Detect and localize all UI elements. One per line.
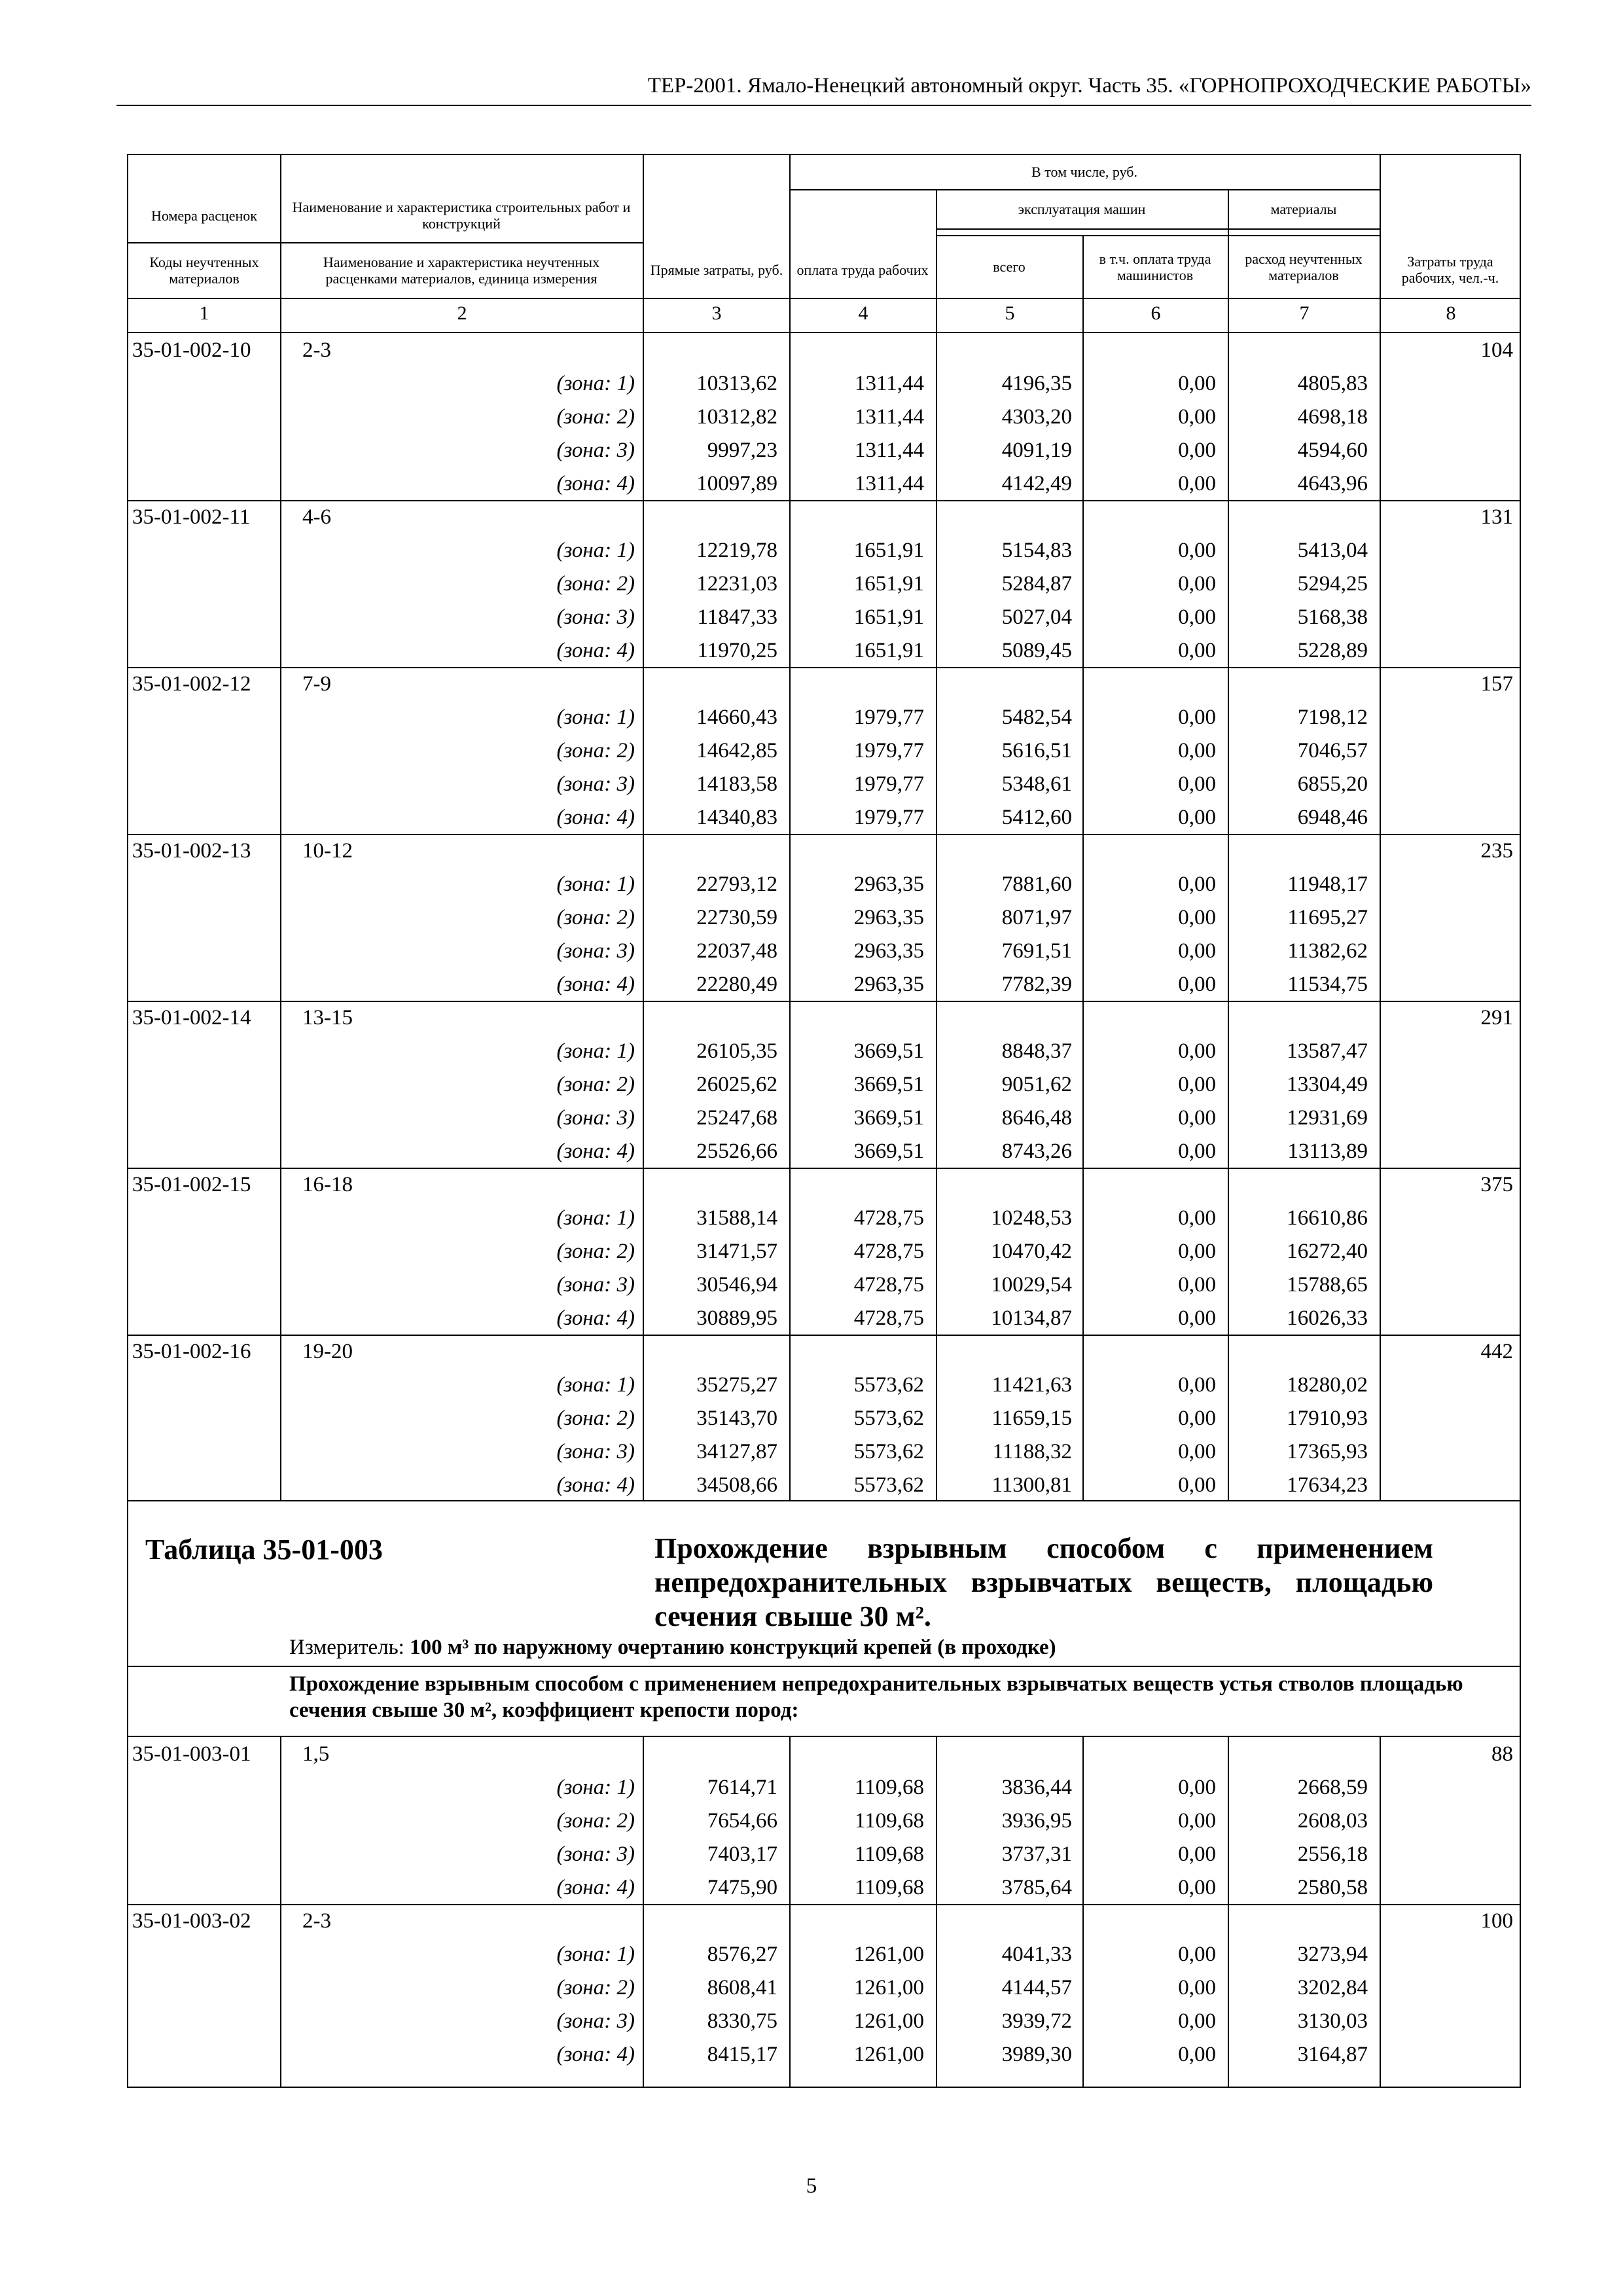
rate-name: 13-15 xyxy=(302,1006,353,1030)
direct-cost-cell: 11970,25 xyxy=(697,639,777,662)
zone-label: (зона: 4) xyxy=(556,1473,635,1497)
machine-total-cell: 4303,20 xyxy=(1001,405,1072,429)
col1-header-bottom: Коды неучтенных материалов xyxy=(149,254,259,287)
zone-label: (зона: 3) xyxy=(556,1273,635,1297)
machine-total-cell: 8743,26 xyxy=(1001,1139,1072,1163)
labor-cost: 291 xyxy=(1480,1006,1513,1030)
column-number: 2 xyxy=(457,302,467,324)
worker-pay-cell: 5573,62 xyxy=(853,1473,924,1497)
machine-total-cell: 7782,39 xyxy=(1001,973,1072,996)
direct-cost-cell: 22730,59 xyxy=(696,906,777,929)
direct-cost-cell: 26105,35 xyxy=(696,1039,777,1063)
operator-pay-cell: 0,00 xyxy=(1178,2009,1216,2033)
worker-pay-cell: 4728,75 xyxy=(853,1306,924,1330)
worker-pay-cell: 1311,44 xyxy=(854,439,924,462)
direct-cost-cell: 14660,43 xyxy=(696,706,777,729)
labor-cost: 100 xyxy=(1480,1909,1513,1933)
rate-name: 2-3 xyxy=(302,338,331,362)
direct-cost-cell: 22037,48 xyxy=(696,939,777,963)
labor-cost: 442 xyxy=(1480,1340,1513,1363)
direct-cost-cell: 10097,89 xyxy=(696,472,777,495)
materials-cost-cell: 4594,60 xyxy=(1297,439,1368,462)
rate-code: 35-01-002-10 xyxy=(132,338,251,362)
column-number: 6 xyxy=(1150,302,1161,324)
machine-total-cell: 3989,30 xyxy=(1001,2043,1072,2066)
page-number: 5 xyxy=(806,2174,817,2198)
operator-pay-cell: 0,00 xyxy=(1178,1473,1216,1497)
machine-total-cell: 5284,87 xyxy=(1001,572,1072,596)
zone-label: (зона: 2) xyxy=(556,405,635,429)
worker-pay-cell: 1651,91 xyxy=(853,539,924,562)
direct-cost-cell: 31471,57 xyxy=(696,1240,777,1263)
materials-cost-cell: 13113,89 xyxy=(1287,1139,1368,1163)
direct-cost-cell: 11847,33 xyxy=(697,605,777,629)
operator-pay-cell: 0,00 xyxy=(1178,973,1216,996)
group-including-header: В том числе, руб. xyxy=(1031,163,1137,180)
operator-pay-cell: 0,00 xyxy=(1178,1139,1216,1163)
materials-cost-cell: 16272,40 xyxy=(1287,1240,1368,1263)
machine-total-cell: 11421,63 xyxy=(991,1373,1072,1397)
col6-header: в т.ч. оплата труда машинистов xyxy=(1099,250,1211,283)
worker-pay-cell: 1311,44 xyxy=(854,372,924,395)
section-separator xyxy=(127,1736,1521,1737)
direct-cost-cell: 10312,82 xyxy=(696,405,777,429)
direct-cost-cell: 8330,75 xyxy=(707,2009,777,2033)
operator-pay-cell: 0,00 xyxy=(1178,1240,1216,1263)
operator-pay-cell: 0,00 xyxy=(1178,1373,1216,1397)
col1-header-top: Номера расценок xyxy=(151,207,257,224)
materials-cost-cell: 3164,87 xyxy=(1297,2043,1368,2066)
machine-total-cell: 10470,42 xyxy=(991,1240,1072,1263)
direct-cost-cell: 34508,66 xyxy=(696,1473,777,1497)
column-number: 4 xyxy=(858,302,868,324)
direct-cost-cell: 8415,17 xyxy=(707,2043,777,2066)
zone-label: (зона: 3) xyxy=(556,939,635,963)
zone-label: (зона: 2) xyxy=(556,906,635,929)
materials-cost-cell: 6948,46 xyxy=(1297,806,1368,829)
group-materials-header: материалы xyxy=(1270,200,1337,217)
rate-code: 35-01-002-15 xyxy=(132,1173,251,1196)
body-col-line xyxy=(1228,1736,1229,2088)
group-separator xyxy=(127,1904,1521,1905)
direct-cost-cell: 7475,90 xyxy=(707,1876,777,1899)
operator-pay-cell: 0,00 xyxy=(1178,1842,1216,1866)
body-col-line xyxy=(280,332,281,1500)
zone-label: (зона: 2) xyxy=(556,739,635,762)
machine-total-cell: 5348,61 xyxy=(1001,772,1072,796)
materials-cost-cell: 7046,57 xyxy=(1297,739,1368,762)
worker-pay-cell: 1979,77 xyxy=(853,806,924,829)
machine-total-cell: 7691,51 xyxy=(1001,939,1072,963)
worker-pay-cell: 1109,68 xyxy=(854,1809,924,1833)
rate-name: 10-12 xyxy=(302,839,353,863)
materials-cost-cell: 17910,93 xyxy=(1287,1407,1368,1430)
operator-pay-cell: 0,00 xyxy=(1178,572,1216,596)
zone-label: (зона: 4) xyxy=(556,1139,635,1163)
rate-name: 19-20 xyxy=(302,1340,353,1363)
machine-total-cell: 10029,54 xyxy=(991,1273,1072,1297)
column-number: 5 xyxy=(1005,302,1015,324)
zone-label: (зона: 1) xyxy=(556,1943,635,1966)
materials-cost-cell: 2556,18 xyxy=(1297,1842,1368,1866)
column-number: 7 xyxy=(1299,302,1310,324)
materials-cost-cell: 7198,12 xyxy=(1297,706,1368,729)
machine-total-cell: 3836,44 xyxy=(1001,1776,1072,1799)
worker-pay-cell: 1651,91 xyxy=(853,605,924,629)
zone-label: (зона: 3) xyxy=(556,439,635,462)
worker-pay-cell: 1311,44 xyxy=(854,405,924,429)
operator-pay-cell: 0,00 xyxy=(1178,1407,1216,1430)
zone-label: (зона: 3) xyxy=(556,2009,635,2033)
zone-label: (зона: 1) xyxy=(556,372,635,395)
operator-pay-cell: 0,00 xyxy=(1178,372,1216,395)
direct-cost-cell: 30889,95 xyxy=(696,1306,777,1330)
zone-label: (зона: 3) xyxy=(556,1106,635,1130)
rate-code: 35-01-002-16 xyxy=(132,1340,251,1363)
materials-cost-cell: 2580,58 xyxy=(1297,1876,1368,1899)
materials-cost-cell: 11382,62 xyxy=(1287,939,1368,963)
machine-total-cell: 3785,64 xyxy=(1001,1876,1072,1899)
direct-cost-cell: 25526,66 xyxy=(696,1139,777,1163)
machine-total-cell: 8646,48 xyxy=(1001,1106,1072,1130)
materials-cost-cell: 3202,84 xyxy=(1297,1976,1368,2000)
worker-pay-cell: 3669,51 xyxy=(853,1139,924,1163)
materials-cost-cell: 5294,25 xyxy=(1297,572,1368,596)
zone-label: (зона: 2) xyxy=(556,572,635,596)
section-subheading: Прохождение взрывным способом с применением непредохранительных взрывчатых веществ устья стволов площадью сечения свыше 30 м², коэффициент крепости пород: xyxy=(289,1672,1463,1722)
materials-cost-cell: 4698,18 xyxy=(1297,405,1368,429)
page-header: ТЕР-2001. Ямало-Ненецкий автономный округ. Часть 35. «ГОРНОПРОХОДЧЕСКИЕ РАБОТЫ» xyxy=(647,74,1531,98)
worker-pay-cell: 1109,68 xyxy=(854,1876,924,1899)
zone-label: (зона: 2) xyxy=(556,1240,635,1263)
operator-pay-cell: 0,00 xyxy=(1178,472,1216,495)
rate-code: 35-01-002-14 xyxy=(132,1006,251,1030)
worker-pay-cell: 1109,68 xyxy=(854,1776,924,1799)
zone-label: (зона: 1) xyxy=(556,1206,635,1230)
col4-header: оплата труда рабочих xyxy=(796,261,929,278)
labor-cost: 88 xyxy=(1491,1742,1513,1766)
header-line xyxy=(936,228,1380,230)
materials-cost-cell: 17365,93 xyxy=(1287,1440,1368,1463)
column-number: 1 xyxy=(199,302,209,324)
direct-cost-cell: 25247,68 xyxy=(696,1106,777,1130)
worker-pay-cell: 1109,68 xyxy=(854,1842,924,1866)
body-col-line xyxy=(643,332,644,1500)
worker-pay-cell: 4728,75 xyxy=(853,1240,924,1263)
worker-pay-cell: 4728,75 xyxy=(853,1273,924,1297)
materials-cost-cell: 2668,59 xyxy=(1297,1776,1368,1799)
machine-total-cell: 5482,54 xyxy=(1001,706,1072,729)
rate-code: 35-01-003-01 xyxy=(132,1742,251,1766)
direct-cost-cell: 14642,85 xyxy=(696,739,777,762)
group-separator xyxy=(127,667,1521,668)
worker-pay-cell: 5573,62 xyxy=(853,1373,924,1397)
labor-cost: 104 xyxy=(1480,338,1513,362)
worker-pay-cell: 1979,77 xyxy=(853,772,924,796)
body-col-line xyxy=(789,1736,791,2088)
zone-label: (зона: 3) xyxy=(556,772,635,796)
worker-pay-cell: 1261,00 xyxy=(853,2043,924,2066)
rate-code: 35-01-003-02 xyxy=(132,1909,251,1933)
direct-cost-cell: 8576,27 xyxy=(707,1943,777,1966)
materials-cost-cell: 5228,89 xyxy=(1297,639,1368,662)
zone-label: (зона: 1) xyxy=(556,1373,635,1397)
direct-cost-cell: 35143,70 xyxy=(696,1407,777,1430)
zone-label: (зона: 3) xyxy=(556,605,635,629)
zone-label: (зона: 1) xyxy=(556,539,635,562)
machine-total-cell: 11300,81 xyxy=(991,1473,1072,1497)
operator-pay-cell: 0,00 xyxy=(1178,1073,1216,1096)
zone-label: (зона: 4) xyxy=(556,973,635,996)
col3-header: Прямые затраты, руб. xyxy=(650,261,783,278)
worker-pay-cell: 1311,44 xyxy=(854,472,924,495)
machine-total-cell: 5616,51 xyxy=(1001,739,1072,762)
measure-line xyxy=(289,1633,1056,1662)
labor-cost: 157 xyxy=(1480,672,1513,696)
materials-cost-cell: 15788,65 xyxy=(1287,1273,1368,1297)
operator-pay-cell: 0,00 xyxy=(1178,639,1216,662)
direct-cost-cell: 22280,49 xyxy=(696,973,777,996)
direct-cost-cell: 7403,17 xyxy=(707,1842,777,1866)
direct-cost-cell: 8608,41 xyxy=(707,1976,777,2000)
machine-total-cell: 5412,60 xyxy=(1001,806,1072,829)
machine-total-cell: 11659,15 xyxy=(991,1407,1072,1430)
machine-total-cell: 3737,31 xyxy=(1001,1842,1072,1866)
section-separator xyxy=(127,1666,1521,1667)
operator-pay-cell: 0,00 xyxy=(1178,1306,1216,1330)
operator-pay-cell: 0,00 xyxy=(1178,906,1216,929)
zone-label: (зона: 4) xyxy=(556,1306,635,1330)
operator-pay-cell: 0,00 xyxy=(1178,872,1216,896)
rate-code: 35-01-002-13 xyxy=(132,839,251,863)
materials-cost-cell: 3130,03 xyxy=(1297,2009,1368,2033)
materials-cost-cell: 16610,86 xyxy=(1287,1206,1368,1230)
rate-code: 35-01-002-11 xyxy=(132,505,251,529)
direct-cost-cell: 14183,58 xyxy=(696,772,777,796)
col5-header: всего xyxy=(993,259,1026,275)
operator-pay-cell: 0,00 xyxy=(1178,1039,1216,1063)
rate-name: 16-18 xyxy=(302,1173,353,1196)
body-col-line xyxy=(1380,1736,1381,2088)
materials-cost-cell: 18280,02 xyxy=(1287,1373,1368,1397)
direct-cost-cell: 10313,62 xyxy=(696,372,777,395)
worker-pay-cell: 3669,51 xyxy=(853,1106,924,1130)
materials-cost-cell: 3273,94 xyxy=(1297,1943,1368,1966)
machine-total-cell: 3936,95 xyxy=(1001,1809,1072,1833)
worker-pay-cell: 2963,35 xyxy=(853,906,924,929)
body-col-line xyxy=(936,1736,937,2088)
materials-cost-cell: 11695,27 xyxy=(1287,906,1368,929)
operator-pay-cell: 0,00 xyxy=(1178,1876,1216,1899)
zone-label: (зона: 2) xyxy=(556,1407,635,1430)
zone-label: (зона: 4) xyxy=(556,1876,635,1899)
operator-pay-cell: 0,00 xyxy=(1178,605,1216,629)
operator-pay-cell: 0,00 xyxy=(1178,806,1216,829)
operator-pay-cell: 0,00 xyxy=(1178,1106,1216,1130)
worker-pay-cell: 1651,91 xyxy=(853,572,924,596)
worker-pay-cell: 5573,62 xyxy=(853,1407,924,1430)
operator-pay-cell: 0,00 xyxy=(1178,1943,1216,1966)
machine-total-cell: 10134,87 xyxy=(991,1306,1072,1330)
rate-name: 2-3 xyxy=(302,1909,331,1933)
materials-cost-cell: 5168,38 xyxy=(1297,605,1368,629)
machine-total-cell: 4196,35 xyxy=(1001,372,1072,395)
operator-pay-cell: 0,00 xyxy=(1178,1809,1216,1833)
operator-pay-cell: 0,00 xyxy=(1178,1976,1216,2000)
materials-cost-cell: 4805,83 xyxy=(1297,372,1368,395)
zone-label: (зона: 3) xyxy=(556,1842,635,1866)
column-number: 3 xyxy=(711,302,722,324)
operator-pay-cell: 0,00 xyxy=(1178,2043,1216,2066)
direct-cost-cell: 7614,71 xyxy=(707,1776,777,1799)
machine-total-cell: 8071,97 xyxy=(1001,906,1072,929)
rate-name: 4-6 xyxy=(302,505,331,529)
operator-pay-cell: 0,00 xyxy=(1178,1206,1216,1230)
worker-pay-cell: 1261,00 xyxy=(853,1943,924,1966)
header-line xyxy=(127,298,1521,299)
direct-cost-cell: 26025,62 xyxy=(696,1073,777,1096)
measure-text: 100 м³ по наружному очертанию конструкций крепей (в проходке) xyxy=(410,1636,1056,1659)
measure-label: Измеритель: xyxy=(289,1636,404,1659)
zone-label: (зона: 3) xyxy=(556,1440,635,1463)
machine-total-cell: 7881,60 xyxy=(1001,872,1072,896)
col2-header-top: Наименование и характеристика строительных работ и конструкций xyxy=(292,199,631,232)
operator-pay-cell: 0,00 xyxy=(1178,539,1216,562)
zone-label: (зона: 4) xyxy=(556,806,635,829)
body-col-line xyxy=(643,1736,644,2088)
machine-total-cell: 4091,19 xyxy=(1001,439,1072,462)
worker-pay-cell: 3669,51 xyxy=(853,1073,924,1096)
direct-cost-cell: 12231,03 xyxy=(696,572,777,596)
machine-total-cell: 5027,04 xyxy=(1001,605,1072,629)
operator-pay-cell: 0,00 xyxy=(1178,1440,1216,1463)
header-line xyxy=(127,332,1521,333)
worker-pay-cell: 5573,62 xyxy=(853,1440,924,1463)
materials-cost-cell: 16026,33 xyxy=(1287,1306,1368,1330)
direct-cost-cell: 34127,87 xyxy=(696,1440,777,1463)
operator-pay-cell: 0,00 xyxy=(1178,1273,1216,1297)
materials-cost-cell: 5413,04 xyxy=(1297,539,1368,562)
zone-label: (зона: 2) xyxy=(556,1809,635,1833)
rate-code: 35-01-002-12 xyxy=(132,672,251,696)
zone-label: (зона: 4) xyxy=(556,2043,635,2066)
labor-cost: 131 xyxy=(1480,505,1513,529)
materials-cost-cell: 2608,03 xyxy=(1297,1809,1368,1833)
direct-cost-cell: 9997,23 xyxy=(707,439,777,462)
col8-header: Затраты труда рабочих, чел.-ч. xyxy=(1401,253,1499,286)
body-col-line xyxy=(789,332,791,1500)
body-col-line xyxy=(936,332,937,1500)
worker-pay-cell: 4728,75 xyxy=(853,1206,924,1230)
materials-cost-cell: 17634,23 xyxy=(1287,1473,1368,1497)
materials-cost-cell: 11948,17 xyxy=(1287,872,1368,896)
header-rule xyxy=(116,105,1531,106)
machine-total-cell: 4142,49 xyxy=(1001,472,1072,495)
rate-name: 1,5 xyxy=(302,1742,330,1766)
body-col-line xyxy=(1082,1736,1084,2088)
rate-name: 7-9 xyxy=(302,672,331,696)
body-col-line xyxy=(1082,332,1084,1500)
body-col-line xyxy=(280,1736,281,2088)
body-col-line xyxy=(1228,332,1229,1500)
direct-cost-cell: 12219,78 xyxy=(696,539,777,562)
table-description: Прохождение взрывным способом с применением непредохранительных взрывчатых веществ, площадью сечения свыше 30 м². xyxy=(654,1532,1433,1632)
materials-cost-cell: 6855,20 xyxy=(1297,772,1368,796)
machine-total-cell: 9051,62 xyxy=(1001,1073,1072,1096)
machine-total-cell: 3939,72 xyxy=(1001,2009,1072,2033)
machine-total-cell: 11188,32 xyxy=(992,1440,1072,1463)
worker-pay-cell: 1979,77 xyxy=(853,739,924,762)
worker-pay-cell: 3669,51 xyxy=(853,1039,924,1063)
group-machines-header: эксплуатация машин xyxy=(1018,200,1146,217)
zone-label: (зона: 1) xyxy=(556,1039,635,1063)
column-number: 8 xyxy=(1446,302,1456,324)
operator-pay-cell: 0,00 xyxy=(1178,1776,1216,1799)
group-separator xyxy=(127,500,1521,501)
operator-pay-cell: 0,00 xyxy=(1178,772,1216,796)
direct-cost-cell: 14340,83 xyxy=(696,806,777,829)
zone-label: (зона: 4) xyxy=(556,639,635,662)
worker-pay-cell: 2963,35 xyxy=(853,973,924,996)
materials-cost-cell: 11534,75 xyxy=(1287,973,1368,996)
direct-cost-cell: 22793,12 xyxy=(696,872,777,896)
machine-total-cell: 8848,37 xyxy=(1001,1039,1072,1063)
worker-pay-cell: 2963,35 xyxy=(853,872,924,896)
body-col-line xyxy=(1380,332,1381,1500)
worker-pay-cell: 2963,35 xyxy=(853,939,924,963)
labor-cost: 375 xyxy=(1480,1173,1513,1196)
worker-pay-cell: 1261,00 xyxy=(853,2009,924,2033)
materials-cost-cell: 13304,49 xyxy=(1287,1073,1368,1096)
operator-pay-cell: 0,00 xyxy=(1178,405,1216,429)
zone-label: (зона: 1) xyxy=(556,872,635,896)
col2-header-bottom: Наименование и характеристика неучтенных расценками материалов, единица измерения xyxy=(323,254,600,287)
materials-cost-cell: 4643,96 xyxy=(1297,472,1368,495)
zone-label: (зона: 1) xyxy=(556,1776,635,1799)
operator-pay-cell: 0,00 xyxy=(1178,939,1216,963)
machine-total-cell: 10248,53 xyxy=(991,1206,1072,1230)
machine-total-cell: 4144,57 xyxy=(1001,1976,1072,2000)
machine-total-cell: 5154,83 xyxy=(1001,539,1072,562)
operator-pay-cell: 0,00 xyxy=(1178,439,1216,462)
zone-label: (зона: 1) xyxy=(556,706,635,729)
zone-label: (зона: 2) xyxy=(556,1073,635,1096)
machine-total-cell: 4041,33 xyxy=(1001,1943,1072,1966)
zone-label: (зона: 2) xyxy=(556,1976,635,2000)
direct-cost-cell: 31588,14 xyxy=(696,1206,777,1230)
direct-cost-cell: 7654,66 xyxy=(707,1809,777,1833)
labor-cost: 235 xyxy=(1480,839,1513,863)
direct-cost-cell: 35275,27 xyxy=(696,1373,777,1397)
col7-header: расход неучтенных материалов xyxy=(1245,250,1363,283)
materials-cost-cell: 12931,69 xyxy=(1287,1106,1368,1130)
worker-pay-cell: 1651,91 xyxy=(853,639,924,662)
zone-label: (зона: 4) xyxy=(556,472,635,495)
worker-pay-cell: 1979,77 xyxy=(853,706,924,729)
materials-cost-cell: 13587,47 xyxy=(1287,1039,1368,1063)
operator-pay-cell: 0,00 xyxy=(1178,739,1216,762)
machine-total-cell: 5089,45 xyxy=(1001,639,1072,662)
worker-pay-cell: 1261,00 xyxy=(853,1976,924,2000)
table-title: Таблица 35-01-003 xyxy=(145,1534,383,1566)
operator-pay-cell: 0,00 xyxy=(1178,706,1216,729)
direct-cost-cell: 30546,94 xyxy=(696,1273,777,1297)
